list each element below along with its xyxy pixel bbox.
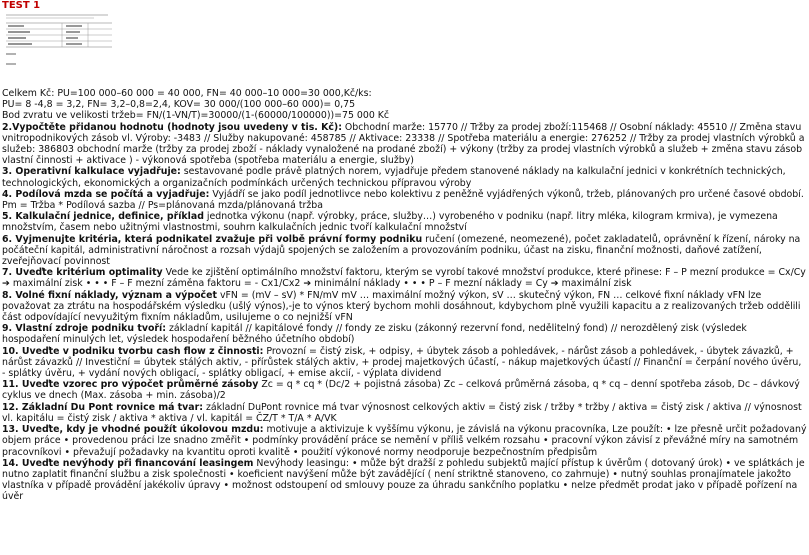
question-heading: 9. Vlastní zdroje podniku tvoří: (2, 323, 166, 335)
question-heading: 5. Kalkulační jednice, definice, příklad (2, 211, 204, 223)
intro-line: Bod zvratu ve velikosti tržeb= FN/(1-VN/T)=30000/(1-(60000/100000))=75 000 Kč (2, 110, 390, 122)
question-item (2, 267, 807, 289)
embedded-table-image (4, 12, 114, 76)
question-answer: základní DuPont rovnice má tvar výnosnost celkových aktiv = čistý zisk / tržby * tržby / aktiva = čistý zisk / aktiva // výnosnost vl. kapitálu = čistý zisk / aktiva * aktiva / vl. kapitál = ČZ/T * T/A * A/VK (2, 401, 802, 424)
question-answer: Provozní = čistý zisk, + odpisy, + úbytek zásob a pohledávek, - nárůst zásob a pohledávek, - úbytek závazků, + nárůst závazků // Investiční = úbytek stálých aktiv, - přírůstek stálých aktiv, + prodej majetkových účastí, - nákup majetkových účastí // Finanční = čerpání nového úvěru, - splátky úvěru, + vydání nových obligací, - splátky obligací, + emise akcií, - výplata dividend (2, 345, 802, 380)
intro-line: Celkem Kč: PU=100 000–60 000 = 40 000, FN= 40 000–10 000=30 000,Kč/ks: (2, 88, 372, 99)
question-answer: ručení (omezené, neomezené), počet zakladatelů, oprávnění k řízení, nároky na počáteční kapitál, administrativní náročnost a rozsah výdajů spojených se založením a provozováním podniku, účast na zisku, finanční možnosti, daňové zatížení, zveřejňovací povinnost (2, 233, 801, 268)
question-answer: motivuje a aktivizuje k vyššímu výkonu, je závislá na výkonu pracovníka, Lze použít: • lze přesně určit požadovaný objem práce • provedenou práci lze snadno změřit • podmínky provádění práce se nemění v příliš velkém rozsahu • pracovní výkon závisí z převážné míry na samotném pracovníkovi • převažují požadavky na kvantitu oproti kvalitě • použití výkonové normy neodporuje bezpečnostním předpisům (2, 424, 807, 458)
question-item (2, 379, 807, 401)
question-answer: Nevýhody leasingu: • může být dražší z pohledu subjektů mající přístup k úvěrům ( dotovaný úrok) • ve splátkách je nutno zaplatit finanční službu a zisk společnosti • koeficient navýšení může být zavádějící ( není striktně stanoveno, co zahrnuje) • nutný souhlas pronajímatele jakožto vlastníka v případě provádění jakékoliv úpravy • možnost odstoupení od smlouvy pouze za úhradu sankčního poplatku • nelze předmět prodat jako v případě pořízení na úvěr (2, 457, 805, 503)
question-item (2, 323, 807, 345)
question-answer: sestavované podle právě platných norem, vyjadřuje předem stanovené náklady na kalkulační jednici v konkrétních technických, technologických, ekonomických a organizačních podmínkách určených technickou přípravou výroby (2, 166, 786, 189)
question-heading: 7. Uveďte kritérium optimality (2, 267, 163, 279)
question-item (2, 290, 807, 324)
question-heading: 12. Základní Du Pont rovnice má tvar: (2, 401, 203, 413)
test-title: TEST 1 (2, 0, 41, 11)
question-heading: 4. Podílová mzda se počítá a vyjadřuje: (2, 188, 210, 200)
question-answer: Vyjádří se jako podíl jednotlivce nebo kolektivu z peněžně vyjádřených výkonů, tržeb, plánovaných pro určené časové období. Pm = Tržba * Podílová sazba // Ps=plánovaná mzda/plánovaná tržba (2, 188, 804, 212)
question-heading: 10. Uveďte v podniku tvorbu cash flow z činnosti: (2, 345, 264, 357)
question-item (2, 234, 807, 268)
intro-calculations (2, 88, 807, 122)
question-item (2, 189, 807, 211)
question-item (2, 211, 807, 233)
question-item (2, 166, 807, 188)
question-answer: vFN = (mV – sV) * FN/mV mV … maximální možný výkon, sV … skutečný výkon, FN … celkové fixní náklady vFN lze považovat za ztrátu na hospodářském výsledku (ušlý výnos),-je to výnos který bychom mohli dosáhnout, kdybychom plně využili kapacitu a z realizovaných tržeb oddělili část odpovídající nevyužitým fixním nákladům, usilujeme o co nejnižší vFN (2, 289, 801, 324)
question-item (2, 402, 807, 424)
question-item (2, 122, 807, 167)
question-item (2, 458, 807, 503)
question-answer: Vede ke zjištění optimálního množství faktoru, kterým se vyrobí takové množství produkce, které přinese: F – P mezní produkce = Cx/Cy ➔ maximální zisk • • • F – F mezní záměna faktoru = - Cx1/Cx2 ➔ minimální náklady • • • P – F mezní náklady = Cy ➔ maximální zisk (2, 267, 806, 290)
question-item (2, 346, 807, 380)
question-heading: 14. Uveďte nevýhody při financování leasingem (2, 457, 254, 469)
question-heading: 11. Uveďte vzorec pro výpočet průměrné zásoby (2, 379, 259, 391)
question-list (2, 122, 807, 503)
question-heading: 6. Vyjmenujte kritéria, která podnikatel zvažuje při volbě právní formy podniku (2, 233, 423, 245)
question-answer: Obchodní marže: 15770 // Tržby za prodej zboží:115468 // Osobní náklady: 45510 // Změna stavu vnitropodnikových zásob vl. Výroby: -3483 // Služby nakupované: 458785 // Aktivace: 23338 // Spotřeba materiálu a energie: 276252 // Tržby za prodej vlastních výrobků a služeb: 386803 obchodní marže (tržby za prodej zboží - náklady vynaložené na prodané zboží) + výkony (tržby za prodej vlastních výrobků a služeb + změna stavu zásob vlastní činnosti + aktivace ) - výkonová spotřeba (spotřeba materiálu a energie, služby) (2, 121, 805, 167)
table-thumbnail (4, 12, 114, 76)
question-item (2, 424, 807, 458)
question-heading: 2.Vypočtěte přidanou hodnotu (hodnoty jsou uvedeny v tis. Kč): (2, 121, 342, 133)
question-answer: Zc = q * cq * (Dc/2 + pojistná zásoba) Zc – celková průměrná zásoba, q * cq – denní spotřeba zásob, Dc – dávkový cyklus ve dnech (Max. zásoba + min. zásoba)/2 (2, 379, 800, 402)
question-answer: základní kapitál // kapitálové fondy // fondy ze zisku (zákonný rezervní fond, nedělitelný fond) // nerozdělený zisk (výsledek hospodaření minulých let, výsledek hospodaření běžného účetního období) (2, 323, 747, 346)
question-heading: 3. Operativní kalkulace vyjadřuje: (2, 166, 181, 178)
question-answer: jednotka výkonu (např. výrobky, práce, služby…) vyrobeného v podniku (např. litry mléka, kilogram krmiva), je vymezena množstvím, časem nebo užitnými vlastnostmi, souhrn kalkulačních jednic tvoří kalkulační množství (2, 211, 778, 234)
question-heading: 8. Volné fixní náklady, význam a výpočet (2, 289, 217, 301)
question-heading: 13. Uveďte, kdy je vhodné použít úkolovou mzdu: (2, 424, 264, 436)
intro-line: PU= 8 -4,8 = 3,2, FN= 3,2–0,8=2,4, KOV= 30 000/(100 000–60 000)= 0,75 (2, 99, 356, 111)
